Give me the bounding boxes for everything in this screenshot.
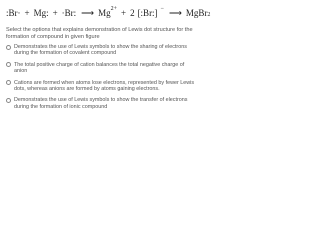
option-label: Cations are formed when atoms lose electrons, represented by fewer Lewis dots, whereas anions are formed by atoms gaining electrons. [14, 79, 195, 93]
magnesium-ion-charge: 2+ [110, 6, 117, 12]
option-label: Demonstrates the use of Lewis symbols to show the sharing of electrons during the formation of covalent compound [14, 44, 187, 57]
reaction-arrow: ⟶ [168, 7, 181, 18]
checkbox[interactable] [6, 45, 11, 50]
magnesium-lewis-symbol: Mg: [33, 8, 49, 18]
answer-option-1[interactable] [6, 44, 196, 57]
answer-option-3[interactable] [6, 80, 196, 93]
reaction-arrow: ⟶ [81, 7, 94, 18]
product-formula: MgBr [185, 8, 208, 18]
bromine-lewis-symbol-left: :Br· [6, 8, 21, 18]
bromide-coefficient: 2 [130, 8, 135, 18]
question-instruction: Select the options that explains demonstration of Lewis dot structure for the formation of compound in given figure [6, 27, 193, 40]
bromide-ion-charge: − [160, 6, 164, 12]
bromide-ion: [:Br:] [137, 8, 158, 18]
bromine-lewis-symbol-right: ·Br: [61, 8, 77, 18]
checkbox[interactable] [6, 62, 11, 67]
answer-option-2[interactable] [6, 62, 196, 75]
magnesium-ion: Mg [98, 8, 111, 18]
plus-sign: + [52, 8, 58, 18]
checkbox[interactable] [6, 98, 11, 103]
option-label: The total positive charge of cation balances the total negative charge of anion [14, 61, 185, 75]
product-subscript: 2 [207, 12, 211, 18]
option-label: Demonstrates the use of Lewis symbols to show the transfer of electrons during the formation of ionic compound [14, 97, 188, 110]
answer-options [6, 44, 196, 115]
answer-option-4[interactable] [6, 97, 196, 110]
checkbox[interactable] [6, 80, 11, 85]
plus-sign: + [24, 8, 30, 18]
reaction-equation [6, 2, 211, 24]
plus-sign: + [120, 8, 127, 18]
